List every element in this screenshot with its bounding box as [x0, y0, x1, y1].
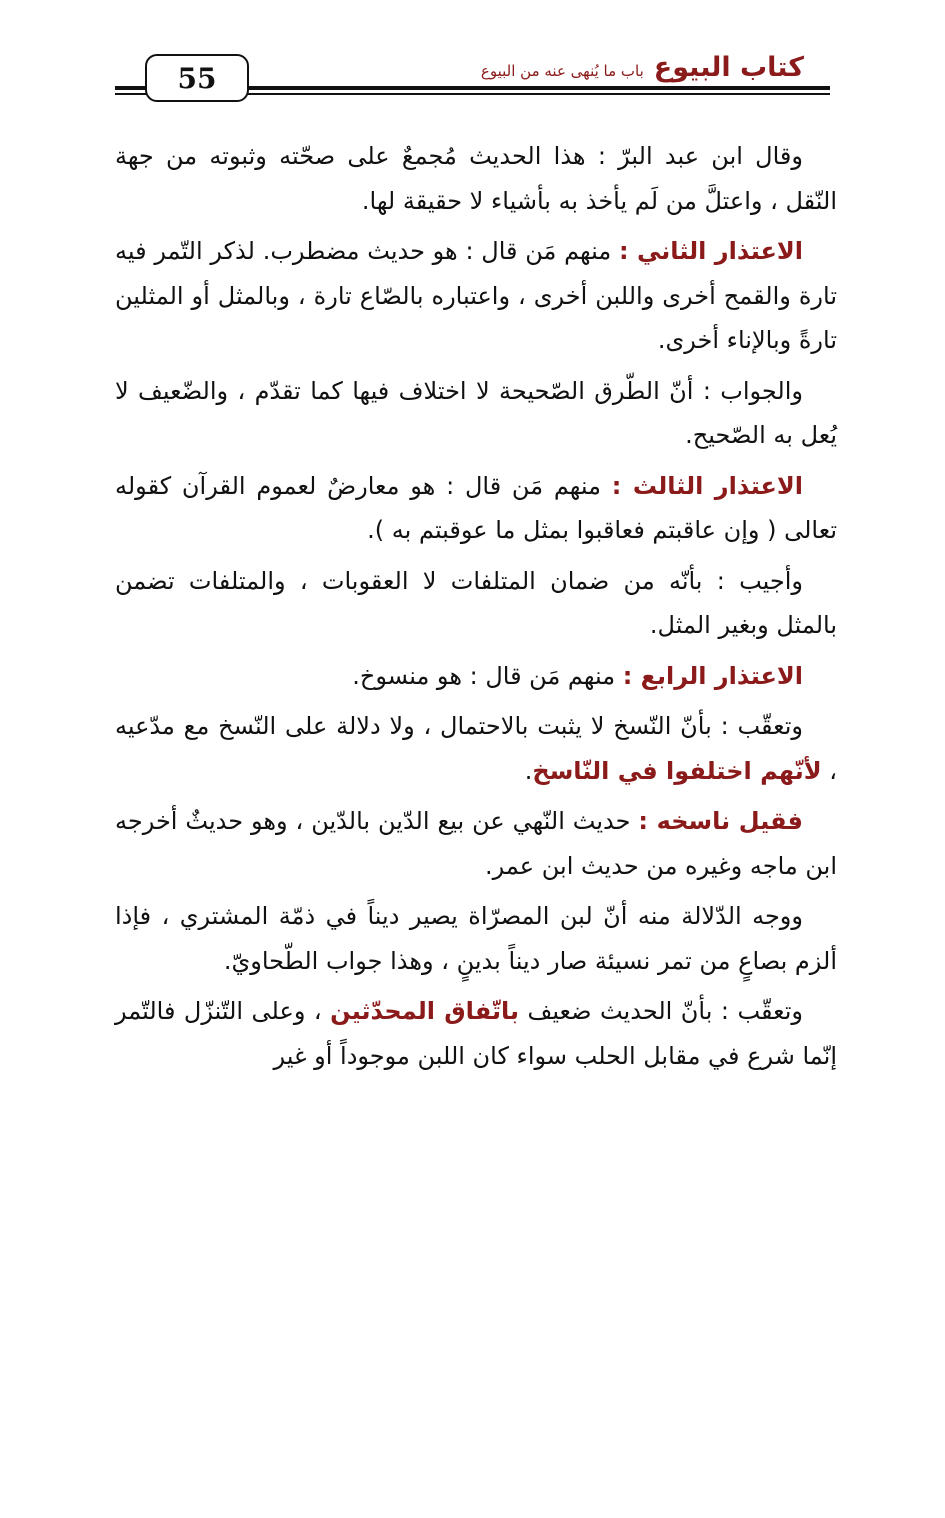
chapter-title: باب ما يُنهى عنه من البيوع [480, 62, 644, 80]
page-body [115, 134, 837, 1084]
section-lead: فقيل ناسخه : [638, 807, 803, 835]
paragraph-text: ووجه الدّلالة منه أنّ لبن المصرّاة يصير ديناً في ذمّة المشتري ، فإذا ألزم بصاعٍ من تمر نسيئة صار ديناً بدينٍ ، وهذا جواب الطّحاويّ. [115, 902, 837, 975]
running-head [475, 50, 810, 86]
highlighted-phrase: لأنّهم اختلفوا في النّاسخ [532, 756, 822, 785]
paragraph-text: وأجيب : بأنّه من ضمان المتلفات لا العقوبات ، والمتلفات تضمن بالمثل وبغير المثل. [115, 566, 837, 639]
paragraph [115, 989, 837, 1078]
paragraph-text: منهم مَن قال : هو منسوخ. [352, 661, 623, 690]
paragraph-text: وتعقّب : بأنّ النّسخ لا يثبت بالاحتمال ، ولا دلالة على النّسخ مع مدّعيه ، [115, 712, 837, 785]
section-lead: الاعتذار الرابع : [622, 661, 803, 690]
paragraph-tail: . [524, 756, 533, 785]
paragraph-tail: ، وعلى التّنزّل فالتّمر إنّما شرع في مقابل الحلب سواء كان اللبن موجوداً أو غير [115, 997, 837, 1070]
paragraph [115, 134, 837, 223]
book-title: كتاب البيوع [653, 52, 804, 83]
paragraph [115, 464, 837, 553]
paragraph [115, 229, 837, 363]
paragraph-text: حديث النّهي عن بيع الدّين بالدّين ، وهو حديثٌ أخرجه ابن ماجه وغيره من حديث ابن عمر. [115, 807, 837, 880]
paragraph [115, 369, 837, 458]
section-lead: الاعتذار الثاني : [618, 237, 804, 265]
paragraph-text: وتعقّب : بأنّ الحديث ضعيف [519, 997, 803, 1025]
paragraph-text: وقال ابن عبد البرّ : هذا الحديث مُجمعٌ على صحّته وثبوته من جهة النّقل ، واعتلَّ من لَم يأخذ به بأشياء لا حقيقة لها. [115, 142, 837, 215]
paragraph-text: منهم مَن قال : هو حديث مضطرب. لذكر التّمر فيه تارة والقمح أخرى واللبن أخرى ، واعتباره بالصّاع تارة ، وبالمثل أو المثلين تارةً وبالإناء أخرى. [115, 237, 837, 354]
paragraph-text: منهم مَن قال : هو معارضٌ لعموم القرآن كقوله تعالى ( وإن عاقبتم فعاقبوا بمثل ما عوقبتم به ). [115, 471, 837, 544]
paragraph [115, 559, 837, 648]
paragraph [115, 704, 837, 793]
paragraph [115, 799, 837, 888]
paragraph [115, 654, 837, 699]
page-number: 55 [145, 54, 249, 102]
section-lead: الاعتذار الثالث : [611, 471, 804, 500]
paragraph [115, 894, 837, 983]
page-header [115, 50, 830, 102]
paragraph-text: والجواب : أنّ الطّرق الصّحيحة لا اختلاف فيها كما تقدّم ، والضّعيف لا يُعل به الصّحيح. [115, 376, 837, 449]
highlighted-phrase: باتّفاق المحدّثين [330, 997, 519, 1025]
